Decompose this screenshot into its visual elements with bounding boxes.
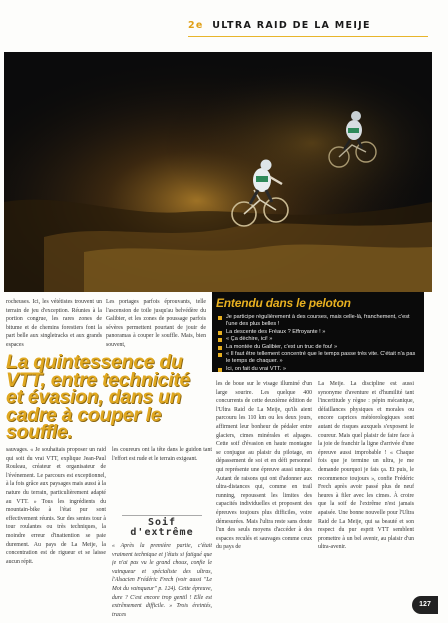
- quotes-sidebar: [212, 292, 424, 372]
- header-rule: [188, 36, 428, 37]
- list-item: [218, 329, 418, 336]
- bullet-icon: [218, 331, 222, 335]
- column-4: La Meije. La discipline est aussi synonyme d'aventure et d'humilité tant l'incertitude y règne : pépin mécanique, défaillances physiques et morales ou encore caprices météorologiques sont autant de risques auxquels s'exposent le coureur. Mais quel plaisir de faire face à la joie de franchir la ligne d'arrivée d'une épreuve aussi improbable ! « Chaque fois que je termine un ultra, je me demande pourquoi je fais ça. Et puis, le recommence toujours », confie Frédéric Frech après avoir passé plus de neuf heures à filer avec les cimes. À croire que la soif de l'extrême n'est jamais apaisée. Une bonne nouvelle pour l'Ultra Raid de La Meije, qui sa beauté et son respect du pur esprit VTT semblent promettre à un bel avenir, au plaisir d'un ultra-avenir.: [318, 381, 414, 551]
- list-item: [218, 344, 418, 351]
- header-number: 2e: [188, 20, 204, 31]
- race-photo: [4, 52, 432, 292]
- sidebar-quote: « Il faut être tellement concentré que le temps passe très vite. C'était n'a pas le temps de chaquer. »: [226, 351, 416, 365]
- header-title: ULTRA RAID DE LA MEIJE: [212, 20, 371, 31]
- section-subhead: [112, 518, 212, 538]
- sidebar-quote: La montée du Galibier, c'est un truc de fou! »: [226, 343, 338, 350]
- subhead-line-1: Soif: [147, 517, 177, 528]
- column-1-top: rocheuses. Ici, les vététistes trouvent un terrain de jeu d'exception. Réunies à la portion congrue, les rares zones de bitume et de chemins forestiers font la part belle aux singletracks et aux grands espaces: [6, 299, 102, 348]
- column-1-bottom: sauvages. « Je souhaitais proposer un raid qui soit du vrai VTT, explique Jean-Paul Rouleau, créateur et organisateur de l'événement. Le parcours est exceptionnel, à la fois grâce aux paysages mais aussi à la nature du terrain, particulièrement adapté au VTT. » Tous les ingrédients du mountain-bike à l'état pur sont effectivement réunis. Sur des sentes tour à tour roulantes ou très techniques, la moindre erreur d'inattention se paie durement. Au pays de La Meije, la concentration est de rigueur et se laisse aucun répit.: [6, 447, 106, 565]
- page-number: 127: [412, 596, 438, 614]
- bullet-icon: [218, 338, 222, 342]
- bullet-icon: [218, 368, 222, 372]
- headline: La quintessence du VTT, entre technicité et évasion, dans un cadre à couper le souffle.: [6, 351, 191, 444]
- sidebar-list: [218, 314, 418, 373]
- sidebar-quote: Je participe régulièrement à des courses, mais celle-là, franchement, c'est l'une des plus belles !: [226, 314, 410, 328]
- bullet-icon: [218, 353, 222, 357]
- page-header: [188, 20, 428, 42]
- column-2-top: Les portages parfois éprouvants, telle l'ascension de toile jusqu'au belvédère du Galibier, et les zones de poussage parfois sévères permettent pourtant de jouir de panoramas à couper le souffle. Mais, bien souvent,: [106, 299, 206, 348]
- sidebar-quote: La descente des Fréaux ? Effroyante ! »: [226, 328, 326, 335]
- list-item: [218, 314, 418, 329]
- list-item: [218, 366, 418, 373]
- column-2-bottom: « Après la première partie, c'était vraiment technique et j'étais si fatigué que je n'ai pas vu le grand choux, confie le vainqueur et spécialiste des ultras, l'Alsacien Frédéric Frech (voir aussi "Le Mot du vainqueur" p. 124). Cette épreuve, dure ? C'est encore trop gentil ! Elle est extrêmement difficile. » Trois éreintés, traces: [112, 543, 212, 618]
- sidebar-title: Entendu dans le peloton: [216, 296, 351, 310]
- sidebar-quote: Ici, on fait du vrai VTT. »: [226, 365, 287, 372]
- subhead-rule: [122, 515, 202, 516]
- subhead-line-2: d'extrême: [130, 527, 194, 538]
- sidebar-quote: « Ça dèchire, ici! »: [226, 336, 273, 343]
- column-3: les de boue sur le visage illuminé d'un large sourire. Les quelque 400 concurrents de cette deuxième édition de l'Ultra Raid de La Meije, qu'ils aient parcouru les 110 km ou les deux jours, affirment leur bonheur de pédaler entre glaciers, cimes minérales et alpages. Cette soif d'évasion en haute montagne se conjugue au plaisir du pilotage, en dépassement de soi et en défi personnel qui représente une épreuve aussi unique. Autant de raisons qui ont d'adonner aux ultra-distances qui, comme en trail running, repoussent les limites des capacités individuelles et proposent des épreuves toujours plus difficiles, voire démesurées. Mais l'ultra reste sans doute l'un des seuls moyens d'accéder à des espaces reculés et sauvages comme ceux du pays de: [216, 381, 312, 551]
- list-item: [218, 351, 418, 366]
- bullet-icon: [218, 316, 222, 320]
- bullet-icon: [218, 346, 222, 350]
- list-item: [218, 336, 418, 343]
- column-2-bottom-intro: les coureurs ont la tête dans le guidon tant l'effort est rude et le terrain exigeant.: [112, 447, 212, 462]
- race-photo-illustration: [4, 52, 432, 292]
